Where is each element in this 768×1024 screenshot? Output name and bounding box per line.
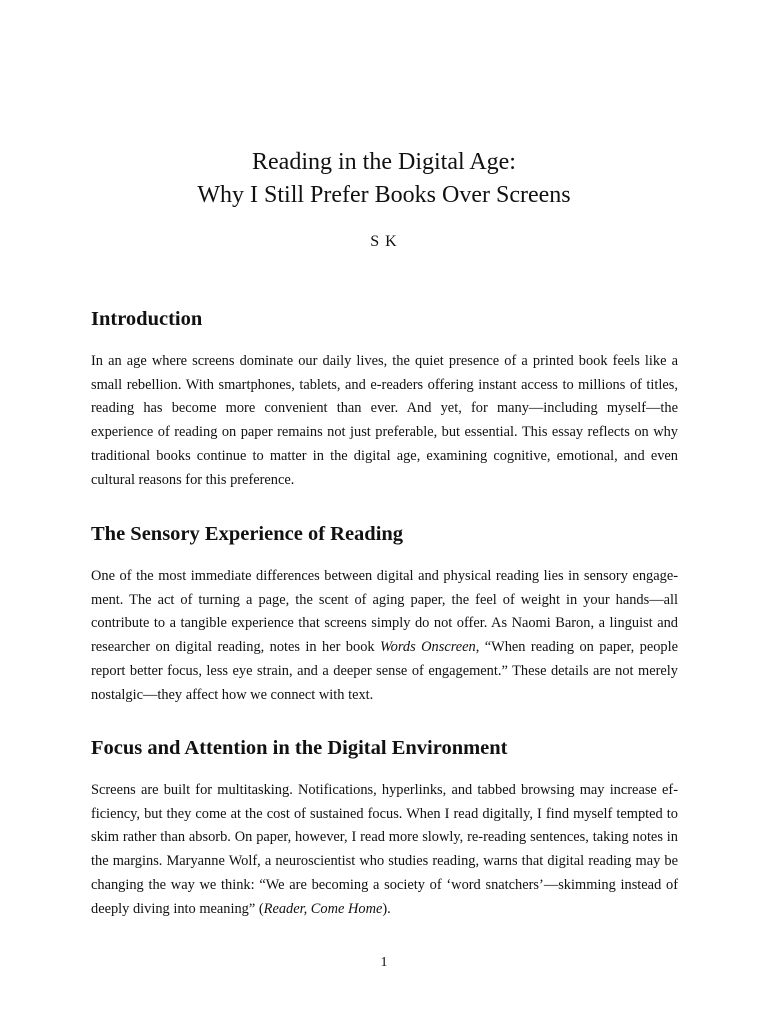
paragraph-text-after: ). [382, 900, 391, 917]
title-line-1: Reading in the Digital Age: [252, 149, 516, 175]
section-heading: The Sensory Experience of Reading [91, 523, 404, 545]
title-block [0, 146, 768, 212]
section-sensory-experience [91, 521, 678, 707]
book-title-reader-come-home: Reader, Come Home [263, 900, 383, 917]
section-introduction [91, 306, 678, 492]
section-paragraph [91, 350, 678, 492]
section-heading: Focus and Attention in the Digital Environment [91, 737, 508, 759]
author: S K [370, 233, 398, 250]
paragraph-text: Screens are built for multitasking. Notifications, hyperlinks, and tabbed browsing may increase efficiency, but they come at the cost of sustained focus. When I read digitally, I find myself tempted to skim rather than absorb. On paper, however, I read more slowly, re-reading sentences, taking notes in the margins. Maryanne Wolf, a neuroscientist who studies reading, warns that digital reading may be changing the way we think: “We are becoming a society of ‘word snatchers’—skimming instead of deeply diving into meaning” ( [91, 782, 678, 917]
title-line-2: Why I Still Prefer Books Over Screens [197, 182, 571, 208]
paragraph-text-after: , “When reading on paper, people report better focus, less eye strain, and a deeper sense of engagement.” These details are not merely nostalgic—they affect how we connect with text. [91, 639, 679, 703]
section-heading: Introduction [91, 308, 203, 330]
paragraph-text: In an age where screens dominate our daily lives, the quiet presence of a printed book feels like a small rebellion. With smartphones, tablets, and e-readers offering instant access to millions of titles, reading has become more convenient than ever. And yet, for many—including myself—the experience of reading on paper remains not just preferable, but essential. This essay reflects on why traditional books continue to matter in the digital age, examining cognitive, emotional, and even cultural reasons for this preference. [91, 353, 678, 488]
book-title-words-onscreen: Words Onscreen [380, 639, 476, 656]
section-paragraph [91, 779, 678, 921]
page-number: 1 [380, 955, 388, 970]
paragraph-text: One of the most immediate differences between digital and physical reading lies in sensory engagement. The act of turning a page, the scent of aging paper, the feel of weight in your hands—all contribute to a tangible experience that screens simply do not offer. As Naomi Baron, a linguist and researcher on digital reading, notes in her book [91, 568, 678, 656]
section-focus-attention [91, 735, 678, 921]
section-paragraph [91, 565, 678, 707]
